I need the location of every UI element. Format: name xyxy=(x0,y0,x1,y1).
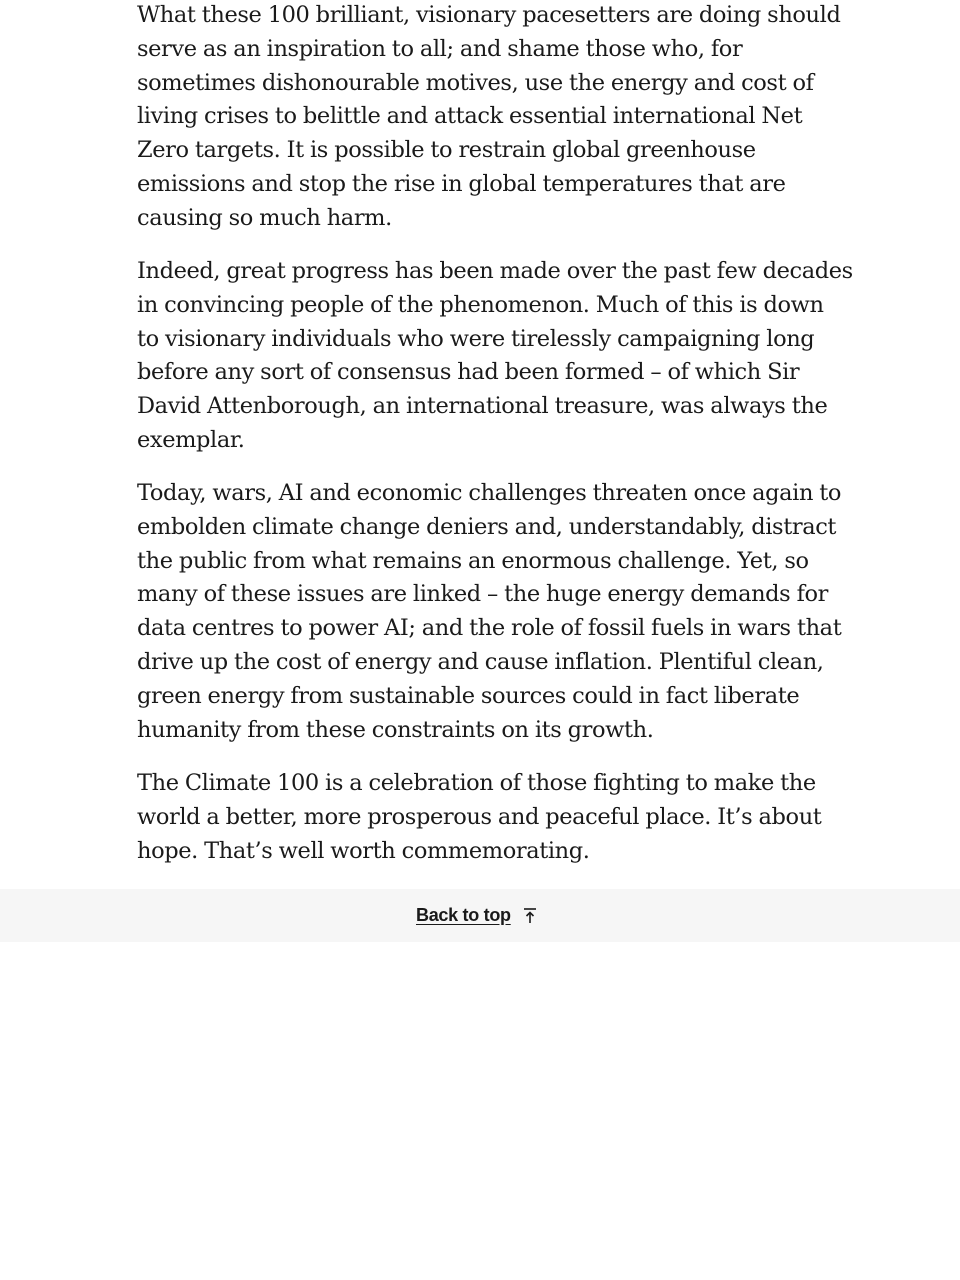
paragraph-line: Today, wars, AI and economic challenges threaten once again to xyxy=(137,480,842,506)
paragraph-line: emissions and stop the rise in global temperatures that are xyxy=(137,170,786,197)
back-to-top-link[interactable] xyxy=(416,903,537,927)
paragraph-line: embolden climate change deniers and, understandably, distract xyxy=(137,513,837,540)
paragraph-line: to visionary individuals who were tirelessly campaigning long xyxy=(137,325,815,352)
paragraph-line: in convincing people of the phenomenon. Much of this is down xyxy=(137,291,824,318)
article-paragraph-2 xyxy=(137,255,853,458)
paragraph-line: humanity from these constraints on its growth. xyxy=(137,716,654,743)
back-to-top-bar xyxy=(0,889,960,942)
paragraph-line: hope. That’s well worth commemorating. xyxy=(137,837,590,864)
paragraph-line: sometimes dishonourable motives, use the energy and cost of xyxy=(137,69,814,96)
paragraph-line: Indeed, great progress has been made over the past few decades xyxy=(137,258,853,284)
paragraph-line: world a better, more prosperous and peaceful place. It’s about xyxy=(137,803,822,830)
paragraph-line: before any sort of consensus had been formed – of which Sir xyxy=(137,359,800,386)
paragraph-line: exemplar. xyxy=(137,426,245,453)
paragraph-line: living crises to belittle and attack essential international Net xyxy=(137,103,803,130)
article-paragraph-1 xyxy=(137,0,840,236)
paragraph-line: green energy from sustainable sources could in fact liberate xyxy=(137,682,800,709)
paragraph-line: The Climate 100 is a celebration of those fighting to make the xyxy=(137,770,816,796)
paragraph-line: David Attenborough, an international treasure, was always the xyxy=(137,393,828,420)
paragraph-line: many of these issues are linked – the huge energy demands for xyxy=(137,581,829,608)
paragraph-line: drive up the cost of energy and cause inflation. Plentiful clean, xyxy=(137,648,824,675)
arrow-up-to-top-icon xyxy=(523,907,537,925)
back-to-top-label: Back to top xyxy=(416,904,511,925)
article-paragraph-4 xyxy=(137,767,821,868)
paragraph-line: causing so much harm. xyxy=(137,204,392,231)
article-paragraph-3 xyxy=(137,477,841,747)
paragraph-line: What these 100 brilliant, visionary pacesetters are doing should xyxy=(137,2,841,28)
paragraph-line: data centres to power AI; and the role of fossil fuels in wars that xyxy=(137,615,842,642)
paragraph-line: serve as an inspiration to all; and shame those who, for xyxy=(137,35,743,62)
paragraph-line: the public from what remains an enormous challenge. Yet, so xyxy=(137,547,809,574)
paragraph-line: Zero targets. It is possible to restrain global greenhouse xyxy=(137,137,756,164)
